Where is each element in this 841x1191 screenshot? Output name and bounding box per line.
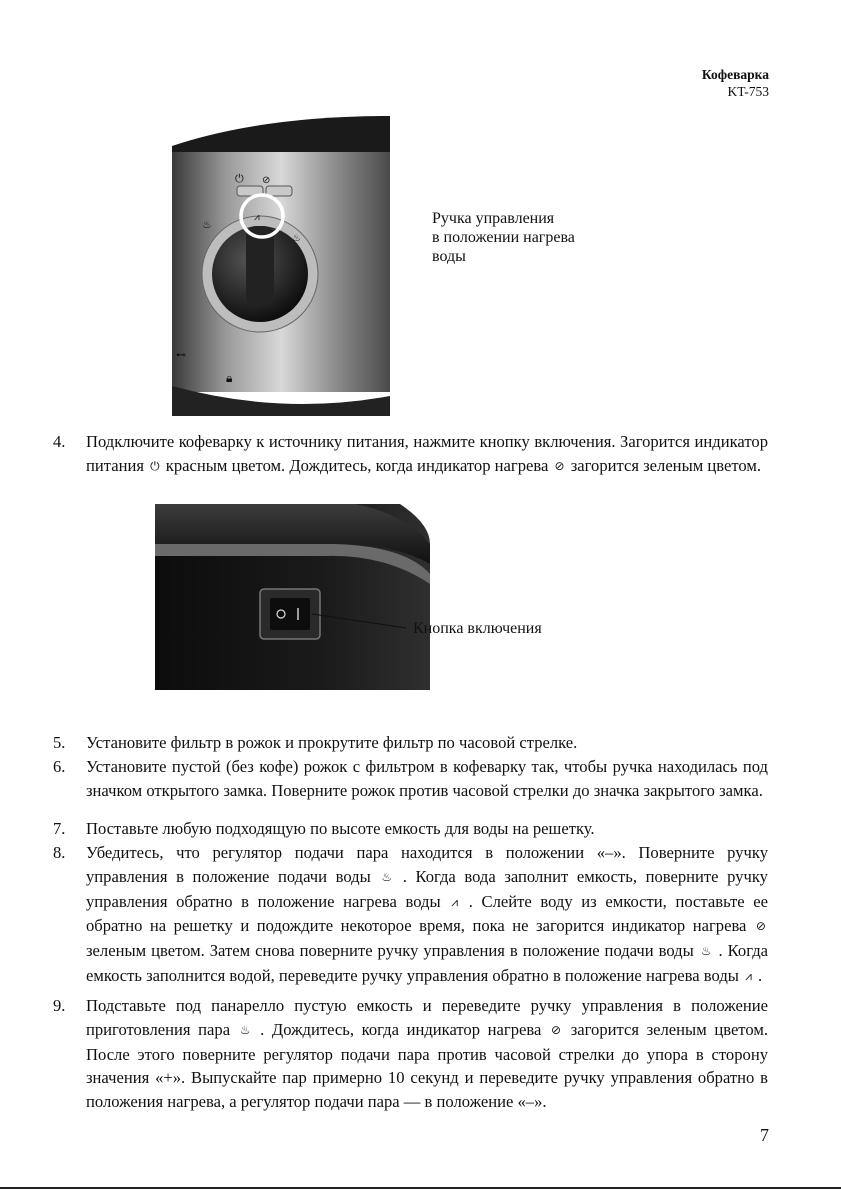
- step-5: 5. Установите фильтр в рожок и прокрутите фильтр по часовой стрелке.: [53, 731, 768, 755]
- figure2-caption: Кнопка включения: [413, 620, 542, 637]
- svg-text:♨: ♨: [292, 233, 301, 244]
- step-number: 7.: [53, 819, 66, 838]
- power-switch-photo: [155, 504, 430, 690]
- product-name: Кофеварка: [701, 67, 769, 82]
- product-model: KT-753: [727, 84, 769, 99]
- water-dispense-icon: ♨: [700, 944, 712, 959]
- water-dispense-icon: ♨: [381, 869, 393, 884]
- svg-text:⊘: ⊘: [262, 175, 271, 186]
- power-icon: ⏻: [150, 458, 160, 473]
- svg-text:⩘: ⩘: [254, 212, 260, 223]
- svg-text:⊷: ⊷: [176, 350, 186, 361]
- step-number: 5.: [53, 733, 66, 752]
- control-knob-photo: [142, 116, 390, 416]
- heat-indicator-icon: ⊘: [554, 458, 565, 473]
- page-number: 7: [760, 1125, 769, 1145]
- step-8: 8. Убедитесь, что регулятор подачи пара находится в положении «–». Поверните ручку управления в положение подачи воды ♨ . Когда вода заполнит емкость, поверните ручку управления обратно в положение нагрева воды ⩘ . Слейте воду из емкости, поставьте ее обратно на решетку и подождите некоторое время, пока не загорится индикатор нагрева ⊘ зеленым цветом. Затем снова поверните ручку управления в положение подачи воды ♨ . Когда емкость заполнится водой, переведите ручку управления обратно в положение нагрева воды ⩘ .: [53, 841, 768, 989]
- svg-text:⏻: ⏻: [235, 172, 244, 185]
- step-number: 8.: [53, 843, 66, 862]
- figure1-caption: Ручка управления в положении нагрева воды: [432, 210, 575, 265]
- svg-text:♨: ♨: [202, 218, 212, 231]
- step-number: 4.: [53, 432, 66, 451]
- heat-indicator-icon: ⊘: [551, 1022, 562, 1037]
- bottom-rule: [0, 1187, 841, 1189]
- step-number: 6.: [53, 757, 66, 776]
- step-6: 6. Установите пустой (без кофе) рожок с фильтром в кофеварку так, чтобы ручка находилась под значком открытого замка. Поверните рожок против часовой стрелки до значка закрытого замка.: [53, 757, 768, 800]
- step-7: 7. Поставьте любую подходящую по высоте емкость для воды на решетку.: [53, 817, 768, 841]
- svg-text:🔒︎: 🔒︎: [226, 371, 233, 385]
- page-header: [702, 66, 769, 100]
- heat-indicator-icon: ⊘: [755, 919, 766, 934]
- step-number: 9.: [53, 996, 66, 1015]
- water-heat-icon: ⩘: [745, 968, 752, 983]
- steam-icon: ♨: [239, 1022, 251, 1037]
- water-heat-icon: ⩘: [451, 894, 459, 909]
- step-9: 9. Подставьте под панарелло пустую емкость и переведите ручку управления в положение приготовления пара ♨ . Дождитесь, когда индикатор нагрева ⊘ загорится зеленым цветом. После этого поверните регулятор подачи пара против часовой стрелки до упора в сторону значения «+». Выпускайте пар примерно 10 секунд и переведите ручку управления обратно в положения нагрева, а регулятор подачи пара — в положение «–».: [53, 996, 768, 1112]
- step-4: 4. Подключите кофеварку к источнику питания, нажмите кнопку включения. Загорится индикатор питания ⏻ красным цветом. Дождитесь, когда индикатор нагрева ⊘ загорится зеленым цветом.: [53, 430, 768, 479]
